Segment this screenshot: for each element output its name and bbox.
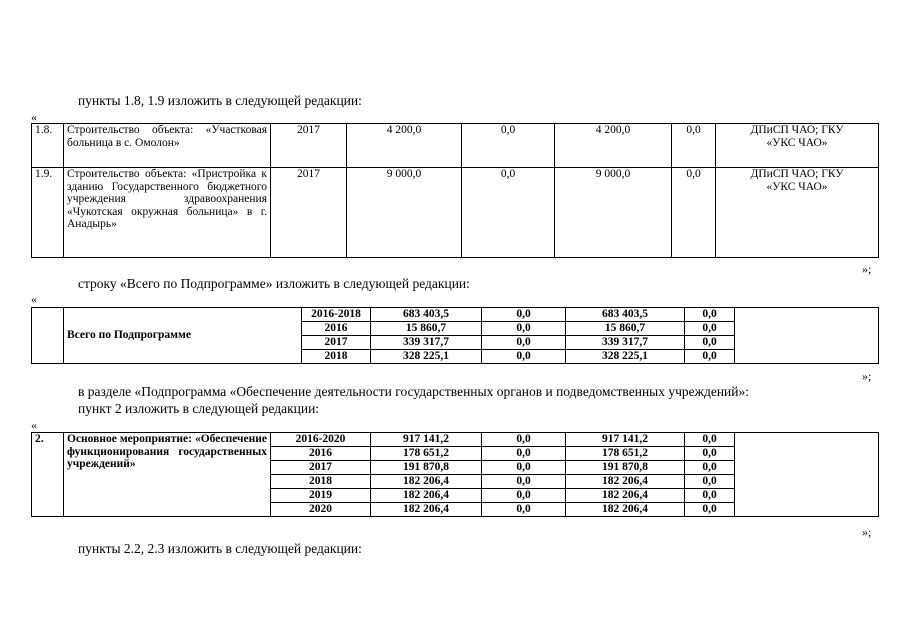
other-cell: 0,0 — [685, 475, 735, 489]
close-quote-3: »; — [862, 525, 872, 539]
year-cell: 2019 — [271, 489, 371, 503]
table-row — [32, 124, 879, 168]
table-row — [32, 308, 879, 322]
year-cell: 2018 — [271, 475, 371, 489]
regional-cell: 182 206,4 — [566, 489, 685, 503]
total-cell: 339 317,7 — [371, 336, 482, 350]
paragraph-4: пункт 2 изложить в следующей редакции: — [78, 401, 320, 416]
total-label: Всего по Подпрограмме — [64, 308, 302, 364]
federal-cell: 0,0 — [482, 461, 566, 475]
regional-cell: 339 317,7 — [566, 336, 685, 350]
total-cell: 182 206,4 — [371, 503, 482, 517]
row-number: 2. — [32, 433, 64, 517]
regional-cell: 917 141,2 — [566, 433, 685, 447]
total-cell: 9 000,0 — [347, 168, 462, 258]
other-cell: 0,0 — [685, 447, 735, 461]
federal-cell: 0,0 — [482, 475, 566, 489]
total-cell: 182 206,4 — [371, 489, 482, 503]
federal-cell: 0,0 — [462, 124, 555, 168]
year-cell: 2017 — [302, 336, 371, 350]
open-quote-1: « — [31, 110, 37, 124]
year-cell: 2016 — [302, 322, 371, 336]
regional-cell: 182 206,4 — [566, 475, 685, 489]
regional-cell: 15 860,7 — [566, 322, 685, 336]
year-cell: 2017 — [271, 124, 347, 168]
empty-cell — [735, 433, 879, 517]
total-cell: 328 225,1 — [371, 350, 482, 364]
paragraph-2: строку «Всего по Подпрограмме» изложить в следующей редакции: — [78, 276, 470, 291]
federal-cell: 0,0 — [482, 503, 566, 517]
open-quote-2: « — [31, 292, 37, 306]
other-cell: 0,0 — [685, 322, 735, 336]
other-cell: 0,0 — [685, 461, 735, 475]
year-cell: 2017 — [271, 168, 347, 258]
federal-cell: 0,0 — [482, 447, 566, 461]
event-name: Строительство объекта: «Пристройка к зданию Государственного бюджетного учреждения здравоохранения «Чукотская окружная больница» в г. Анадырь» — [64, 168, 271, 258]
year-cell: 2016-2020 — [271, 433, 371, 447]
other-cell: 0,0 — [685, 489, 735, 503]
total-cell: 917 141,2 — [371, 433, 482, 447]
close-quote-1: »; — [862, 262, 872, 276]
year-cell: 2016 — [271, 447, 371, 461]
empty-cell — [735, 308, 879, 364]
table-items-1-8-1-9 — [31, 123, 879, 258]
federal-cell: 0,0 — [482, 308, 566, 322]
total-cell: 191 870,8 — [371, 461, 482, 475]
table-row — [32, 168, 879, 258]
other-cell: 0,0 — [672, 124, 716, 168]
paragraph-3: в разделе «Подпрограмма «Обеспечение деятельности государственных органов и подведомственных учреждений»: — [78, 384, 750, 399]
federal-cell: 0,0 — [462, 168, 555, 258]
regional-cell: 683 403,5 — [566, 308, 685, 322]
federal-cell: 0,0 — [482, 350, 566, 364]
year-cell: 2018 — [302, 350, 371, 364]
executor-cell: ДПиСП ЧАО; ГКУ «УКС ЧАО» — [716, 124, 879, 168]
total-cell: 182 206,4 — [371, 475, 482, 489]
federal-cell: 0,0 — [482, 336, 566, 350]
other-cell: 0,0 — [685, 336, 735, 350]
table-item-2 — [31, 432, 879, 517]
year-cell: 2020 — [271, 503, 371, 517]
federal-cell: 0,0 — [482, 489, 566, 503]
row-number: 1.8. — [32, 124, 64, 168]
regional-cell: 191 870,8 — [566, 461, 685, 475]
executor-cell: ДПиСП ЧАО; ГКУ «УКС ЧАО» — [716, 168, 879, 258]
total-cell: 683 403,5 — [371, 308, 482, 322]
other-cell: 0,0 — [685, 308, 735, 322]
event-name: Основное мероприятие: «Обеспечение функционирования государственных учреждений» — [64, 433, 271, 517]
regional-cell: 9 000,0 — [555, 168, 672, 258]
row-number: 1.9. — [32, 168, 64, 258]
total-cell: 15 860,7 — [371, 322, 482, 336]
close-quote-2: »; — [862, 369, 872, 383]
federal-cell: 0,0 — [482, 322, 566, 336]
table-total-subprogram — [31, 307, 879, 364]
regional-cell: 182 206,4 — [566, 503, 685, 517]
other-cell: 0,0 — [672, 168, 716, 258]
total-cell: 4 200,0 — [347, 124, 462, 168]
other-cell: 0,0 — [685, 503, 735, 517]
year-cell: 2017 — [271, 461, 371, 475]
paragraph-1: пункты 1.8, 1.9 изложить в следующей редакции: — [78, 93, 362, 108]
empty-cell — [32, 308, 64, 364]
open-quote-3: « — [31, 418, 37, 432]
other-cell: 0,0 — [685, 350, 735, 364]
regional-cell: 178 651,2 — [566, 447, 685, 461]
paragraph-5: пункты 2.2, 2.3 изложить в следующей редакции: — [78, 541, 362, 556]
regional-cell: 328 225,1 — [566, 350, 685, 364]
total-cell: 178 651,2 — [371, 447, 482, 461]
other-cell: 0,0 — [685, 433, 735, 447]
regional-cell: 4 200,0 — [555, 124, 672, 168]
event-name: Строительство объекта: «Участковая больница в с. Омолон» — [64, 124, 271, 168]
year-cell: 2016-2018 — [302, 308, 371, 322]
federal-cell: 0,0 — [482, 433, 566, 447]
table-row — [32, 433, 879, 447]
